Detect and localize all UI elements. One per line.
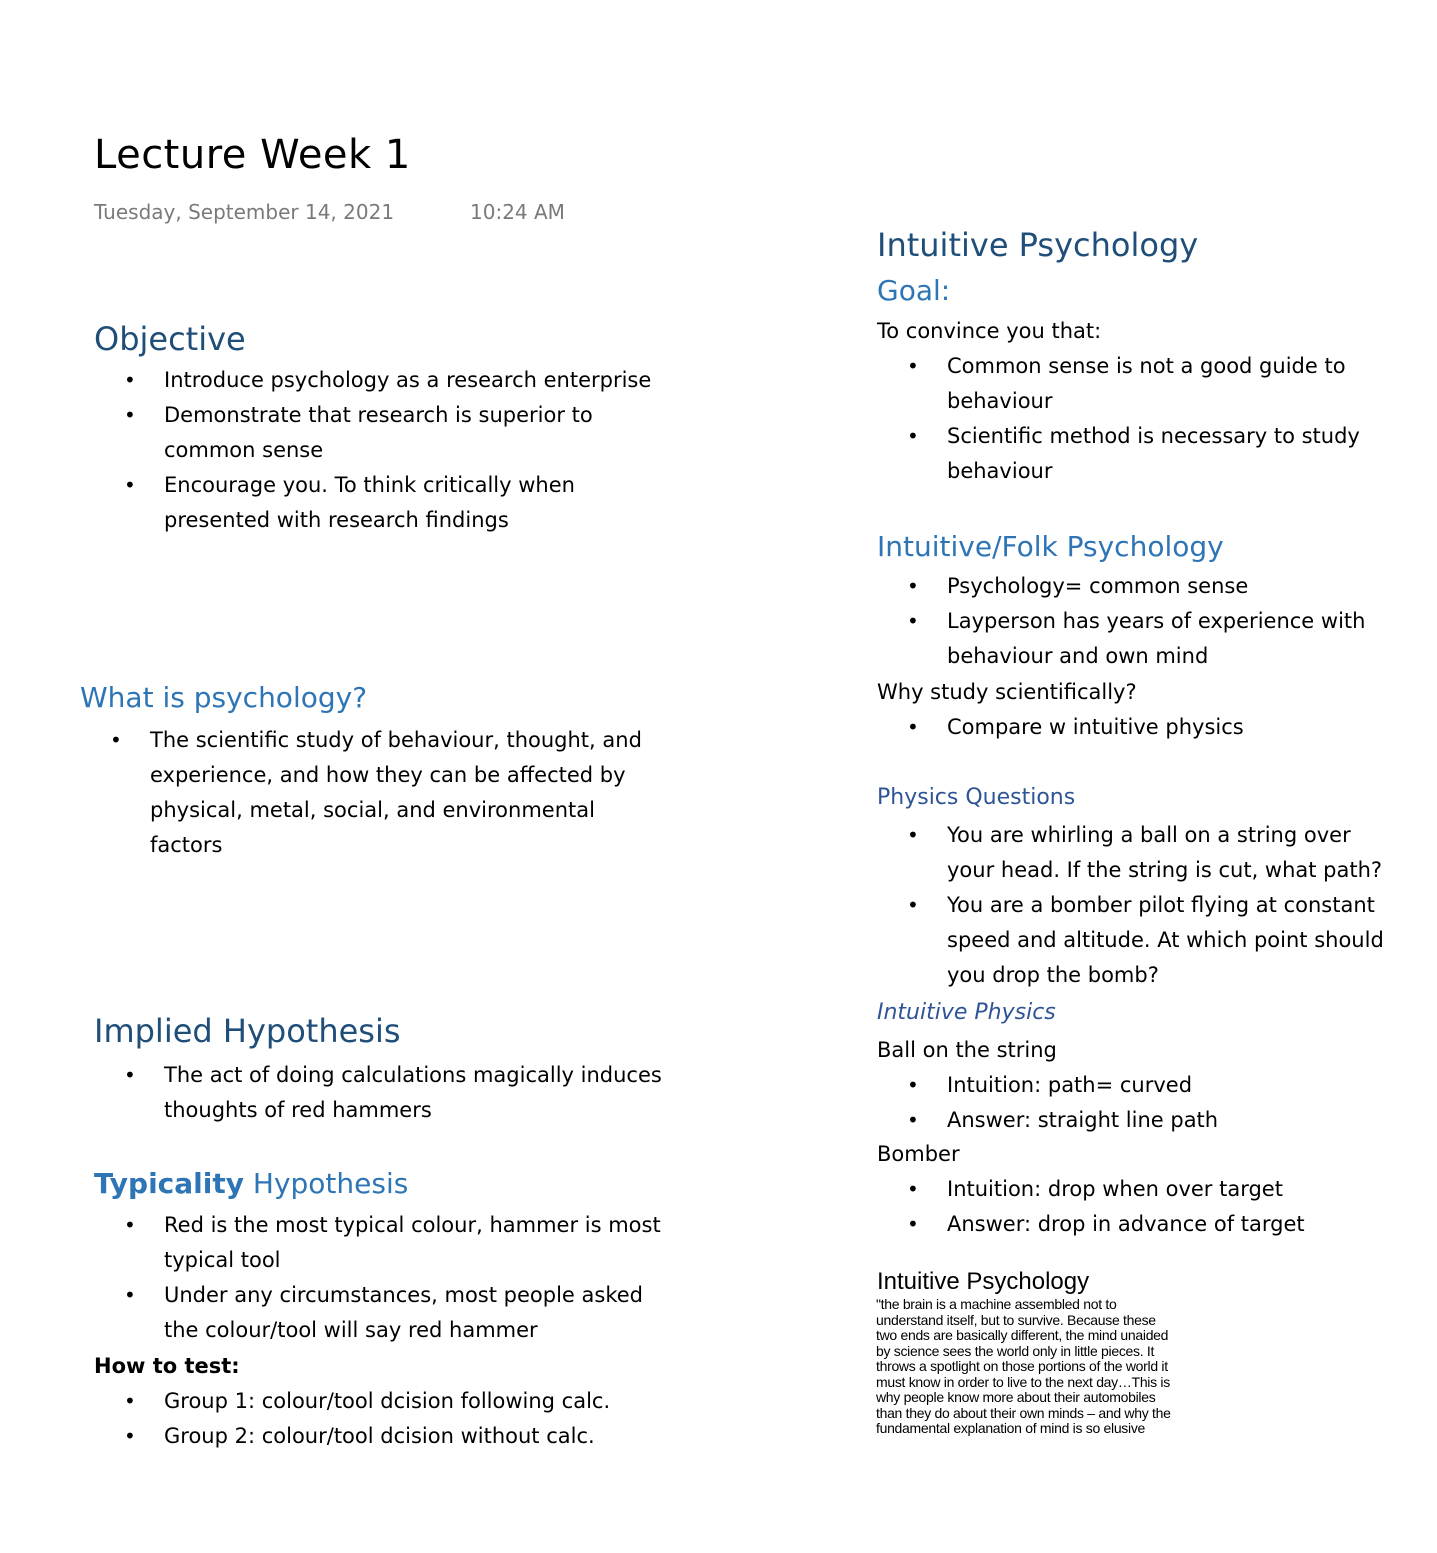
quote-line: than they do about their own minds – and why the [876,1404,1171,1421]
objective-list [94,363,664,538]
list-item: • Answer: straight line path [877,1103,1218,1138]
how-to-test-list [94,1384,664,1454]
list-item: • Common sense is not a good guide to behaviour [877,349,1397,419]
list-item: • Intuition: drop when over target [877,1172,1305,1207]
list-item: • Compare w intuitive physics [877,710,1244,745]
list-item: • Encourage you. To think critically when presented with research findings [94,468,664,538]
goal-heading: Goal: [877,274,951,307]
physics-questions-list [877,818,1397,993]
bomber-list [877,1172,1305,1242]
list-item: • Intuition: path= curved [877,1068,1218,1103]
list-item: • Layperson has years of experience with behaviour and own mind [877,604,1437,674]
why-study-label: Why study scientifically? [877,680,1137,704]
page-date: Tuesday, September 14, 2021 [94,200,395,224]
list-item: • Psychology= common sense [877,569,1437,604]
typicality-word: Typicality [94,1167,244,1200]
list-item: • Under any circumstances, most people asked the colour/tool will say red hammer [94,1278,664,1348]
list-item: • The scientific study of behaviour, thought, and experience, and how they can be affected by physical, metal, social, and environmental factors [80,723,650,863]
ball-on-string-label: Ball on the string [877,1038,1057,1062]
objective-heading: Objective [94,320,246,358]
quote-block [876,1297,1206,1437]
list-item: • You are a bomber pilot flying at constant speed and altitude. At which point should you drop the bomb? [877,888,1397,993]
implied-hypothesis-list [94,1058,664,1128]
list-item: • Answer: drop in advance of target [877,1207,1305,1242]
folk-psychology-list [877,569,1437,674]
quote-line: two ends are basically different, the mind unaided [876,1327,1169,1343]
quote-title: Intuitive Psychology [877,1268,1090,1295]
quote-line: "the brain is a machine assembled not to [876,1296,1117,1312]
physics-questions-heading: Physics Questions [877,785,1076,810]
list-item: • Introduce psychology as a research enterprise [94,363,664,398]
folk-psychology-heading: Intuitive/Folk Psychology [877,530,1224,563]
quote-line: understand itself, but to survive. Because these [876,1311,1156,1328]
list-item: • You are whirling a ball on a string over your head. If the string is cut, what path? [877,818,1397,888]
page-title: Lecture Week 1 [94,132,411,178]
goal-intro: To convince you that: [877,319,1102,343]
list-item: • Demonstrate that research is superior to common sense [94,398,664,468]
quote-line: throws a spotlight on those portions of the world it [876,1358,1168,1374]
quote-line: fundamental explanation of mind is so elusive [876,1420,1146,1436]
list-item: • Red is the most typical colour, hammer is most typical tool [94,1208,664,1278]
typicality-hypothesis-heading [94,1167,408,1200]
typicality-list [94,1208,664,1348]
how-to-test-label: How to test: [94,1354,240,1378]
quote-line: by science sees the world only in little pieces. It [876,1342,1155,1359]
hypothesis-word: Hypothesis [244,1167,409,1200]
what-is-psychology-heading: What is psychology? [80,681,368,714]
list-item: • Scientific method is necessary to study behaviour [877,419,1397,489]
intuitive-physics-heading: Intuitive Physics [877,1000,1056,1025]
page-time: 10:24 AM [470,200,565,224]
intuitive-psychology-heading: Intuitive Psychology [877,226,1199,264]
what-is-psychology-list [80,723,650,863]
quote-line: must know in order to live to the next day…This is [876,1373,1170,1390]
implied-hypothesis-heading: Implied Hypothesis [94,1012,401,1050]
list-item: • Group 2: colour/tool dcision without calc. [94,1419,664,1454]
ball-on-string-list [877,1068,1218,1138]
list-item: • Group 1: colour/tool dcision following calc. [94,1384,664,1419]
goal-list [877,349,1397,489]
why-study-list [877,710,1244,745]
bomber-label: Bomber [877,1142,960,1166]
list-item: • The act of doing calculations magically induces thoughts of red hammers [94,1058,664,1128]
quote-line: why people know more about their automobiles [876,1389,1156,1405]
